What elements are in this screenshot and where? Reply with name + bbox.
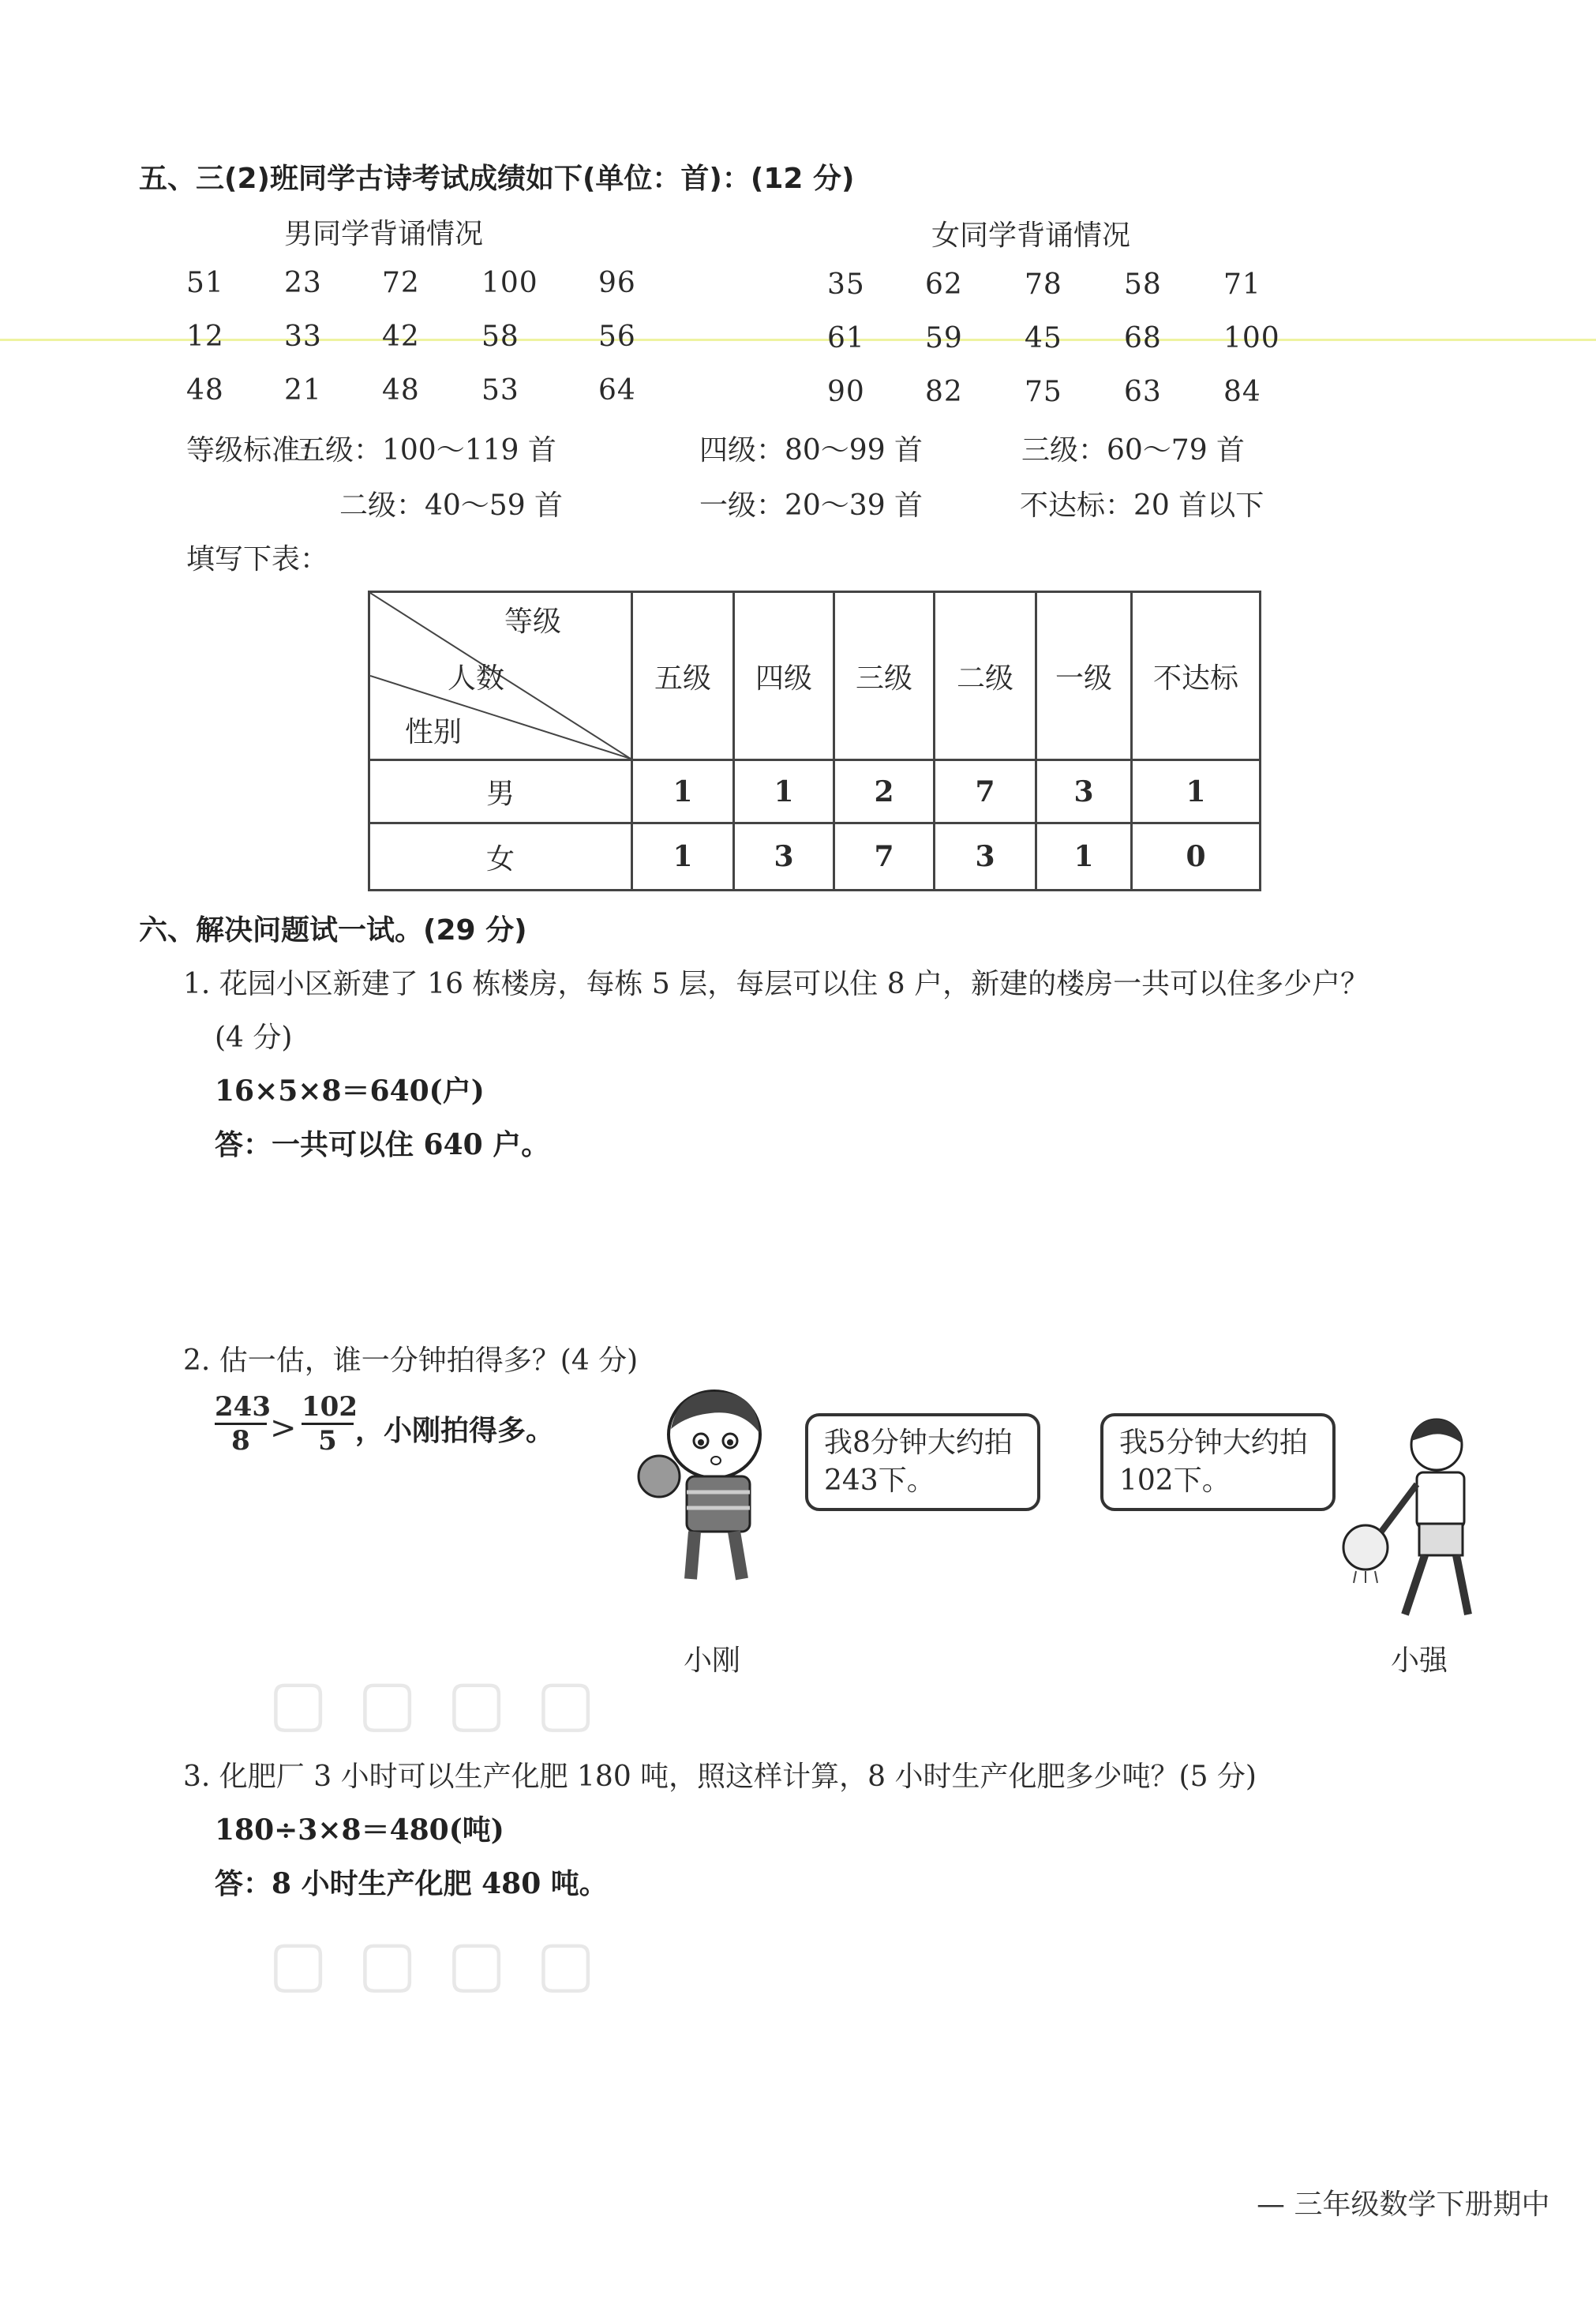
fraction1-numerator: 243 [215, 1391, 271, 1423]
boys-level1-count: 3 [1036, 760, 1132, 823]
girls-score: 84 [1223, 376, 1261, 408]
boys-score: 21 [284, 374, 322, 407]
girls-level4-count: 3 [734, 823, 834, 891]
girls-score: 78 [1025, 268, 1062, 301]
boy-xiaogang-illustration [631, 1386, 781, 1591]
girls-score: 82 [925, 376, 963, 408]
boys-score: 96 [598, 267, 636, 299]
boys-score: 56 [598, 321, 636, 353]
xiaoqiang-speech-bubble: 我5分钟大约拍102下。 [1100, 1413, 1336, 1511]
section5-title: 五、三(2)班同学古诗考试成绩如下(单位：首)：(12 分) [139, 163, 855, 195]
girls-level3-count: 7 [834, 823, 935, 891]
girls-level5-count: 1 [632, 823, 734, 891]
row-label-boys: 男 [369, 760, 632, 823]
boys-level4-count: 1 [734, 760, 834, 823]
fraction2-denominator: 5 [302, 1423, 354, 1457]
fill-prompt: 填写下表： [186, 543, 329, 576]
boys-title: 男同学背诵情况 [284, 218, 484, 250]
fraction-102-over-5 [302, 1391, 358, 1457]
fraction2-numerator: 102 [302, 1391, 358, 1423]
level5-standard: 五级：100～119 首 [297, 434, 556, 467]
girls-score: 90 [827, 376, 865, 408]
page-footer: — 三年级数学下册期中 [1257, 2188, 1550, 2221]
girls-level2-count: 3 [935, 823, 1036, 891]
scan-guide-line [0, 339, 1596, 341]
girls-below-count: 0 [1132, 823, 1261, 891]
boys-level3-count: 2 [834, 760, 935, 823]
girls-score: 45 [1025, 322, 1062, 354]
level3-standard: 三级：60～79 首 [1021, 434, 1246, 467]
girls-score: 71 [1223, 268, 1261, 301]
boys-score: 48 [382, 374, 420, 407]
watermark-mark: ▢ ▢ ▢ ▢ [268, 1666, 601, 1739]
corner-count-label: 人数 [448, 662, 505, 695]
header-level4: 四级 [734, 592, 834, 760]
boys-score: 72 [382, 267, 420, 299]
header-level1: 一级 [1036, 592, 1132, 760]
xiaogang-speech-bubble: 我8分钟大约拍243下。 [805, 1413, 1040, 1511]
girls-title: 女同学背诵情况 [931, 219, 1131, 252]
q3-calculation: 180÷3×8＝480(吨) [215, 1813, 504, 1847]
corner-gender-label: 性别 [405, 716, 463, 748]
girls-score: 61 [827, 322, 865, 354]
girls-score: 59 [925, 322, 963, 354]
boys-score: 100 [481, 267, 538, 299]
girls-score: 63 [1124, 376, 1162, 408]
boys-score: 51 [186, 267, 224, 299]
girls-score: 58 [1124, 268, 1162, 301]
table-row-girls [369, 823, 1261, 891]
header-level5: 五级 [632, 592, 734, 760]
name-xiaogang: 小刚 [684, 1645, 741, 1677]
table-corner-cell [369, 592, 632, 760]
q1-answer: 答：一共可以住 640 户。 [215, 1128, 550, 1161]
grade-table [368, 591, 1261, 891]
boys-score: 12 [186, 321, 224, 353]
fraction1-denominator: 8 [215, 1423, 267, 1457]
q1-calculation: 16×5×8＝640(户) [215, 1074, 485, 1108]
boys-score: 42 [382, 321, 420, 353]
fraction-243-over-8 [215, 1391, 271, 1457]
greater-than-sign: > [270, 1410, 297, 1446]
girls-score: 100 [1223, 322, 1280, 354]
corner-grade-label: 等级 [504, 606, 562, 638]
q2-conclusion: ，小刚拍得多。 [355, 1414, 555, 1447]
level1-standard: 一级：20～39 首 [699, 489, 924, 522]
level4-standard: 四级：80～99 首 [699, 434, 924, 467]
watermark-mark-2: ▢ ▢ ▢ ▢ [268, 1926, 601, 2000]
girls-level1-count: 1 [1036, 823, 1132, 891]
boys-score: 64 [598, 374, 636, 407]
boy-xiaoqiang-illustration [1334, 1413, 1500, 1634]
boys-score: 48 [186, 374, 224, 407]
girls-score: 68 [1124, 322, 1162, 354]
section6-title: 六、解决问题试一试。(29 分) [139, 914, 527, 947]
boys-score: 58 [481, 321, 519, 353]
boys-below-count: 1 [1132, 760, 1261, 823]
q2-text: 2. 估一估，谁一分钟拍得多？(4 分) [183, 1345, 639, 1377]
boys-score: 33 [284, 321, 322, 353]
boys-score: 53 [481, 374, 519, 407]
q1-text: 1. 花园小区新建了 16 栋楼房，每栋 5 层，每层可以住 8 户，新建的楼房一共可以住多少户？ [183, 968, 1369, 1000]
boys-score: 23 [284, 267, 322, 299]
header-below: 不达标 [1132, 592, 1261, 760]
standard-label: 等级标准： [186, 434, 329, 467]
girls-score: 62 [925, 268, 963, 301]
below-standard: 不达标：20 首以下 [1020, 489, 1264, 522]
name-xiaoqiang: 小强 [1391, 1645, 1448, 1677]
boys-level2-count: 7 [935, 760, 1036, 823]
row-label-girls: 女 [369, 823, 632, 891]
girls-score: 75 [1025, 376, 1062, 408]
header-level3: 三级 [834, 592, 935, 760]
girls-score: 35 [827, 268, 865, 301]
table-row-boys [369, 760, 1261, 823]
boys-level5-count: 1 [632, 760, 734, 823]
q1-points: (4 分) [215, 1022, 293, 1054]
q3-text: 3. 化肥厂 3 小时可以生产化肥 180 吨，照这样计算，8 小时生产化肥多少吨？(5 分) [183, 1761, 1257, 1793]
q3-answer: 答：8 小时生产化肥 480 吨。 [215, 1867, 608, 1900]
header-level2: 二级 [935, 592, 1036, 760]
level2-standard: 二级：40～59 首 [339, 489, 564, 522]
